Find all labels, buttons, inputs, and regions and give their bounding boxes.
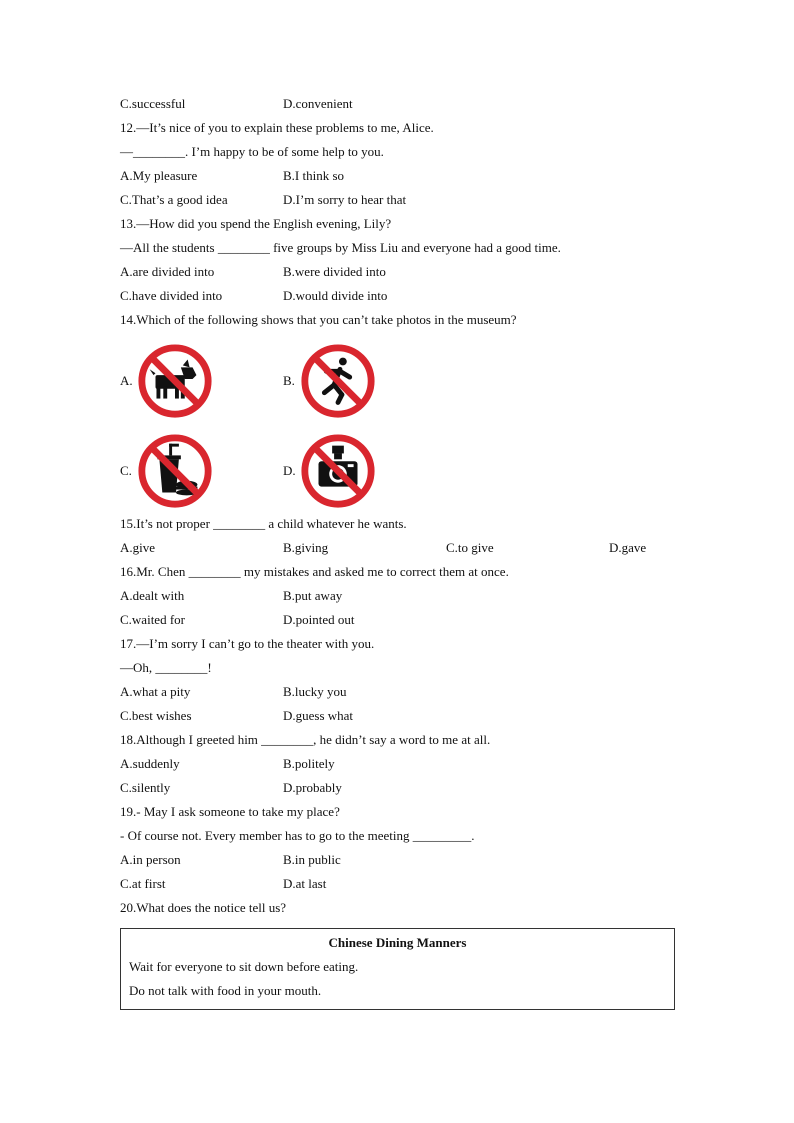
q12-option-b: B.I think so: [283, 168, 345, 183]
dining-notice-box: [120, 928, 675, 1010]
q18-options-cd: [120, 780, 680, 804]
q12-option-c: C.That’s a good idea: [120, 192, 228, 207]
q14-option-c: [120, 432, 283, 510]
q17-options-cd: [120, 708, 680, 732]
q11-options: [120, 96, 680, 120]
q17-option-a: A.what a pity: [120, 684, 191, 699]
q14-option-a-label: A.: [120, 373, 133, 388]
q15-option-b: B.giving: [283, 540, 329, 555]
q12-stem: 12.—It’s nice of you to explain these problems to me, Alice.: [120, 120, 434, 135]
q13-options-cd: [120, 288, 680, 312]
notice-line-1: Wait for everyone to sit down before eating.: [129, 959, 359, 974]
no-running-icon: [299, 342, 377, 420]
q16-option-b: B.put away: [283, 588, 343, 603]
q18-option-c: C.silently: [120, 780, 171, 795]
q17-reply: —Oh, ________!: [120, 660, 212, 675]
q13-stem: 13.—How did you spend the English evening, Lily?: [120, 216, 392, 231]
q19-option-a: A.in person: [120, 852, 181, 867]
q13-options-ab: [120, 264, 680, 288]
q14-option-d: [283, 432, 446, 510]
q17-options-ab: [120, 684, 680, 708]
exam-page: [120, 96, 680, 1010]
q14-signs-ab: [120, 336, 680, 426]
q14-stem: 14.Which of the following shows that you can’t take photos in the museum?: [120, 312, 517, 327]
q13-option-c: C.have divided into: [120, 288, 223, 303]
q15-option-d: D.gave: [609, 540, 647, 555]
q17-option-b: B.lucky you: [283, 684, 347, 699]
q17-option-c: C.best wishes: [120, 708, 192, 723]
q14-option-b-label: B.: [283, 373, 295, 388]
q13-option-d: D.would divide into: [283, 288, 388, 303]
q16-options-cd: [120, 612, 680, 636]
no-food-drink-icon: [136, 432, 214, 510]
q16-stem: 16.Mr. Chen ________ my mistakes and asked me to correct them at once.: [120, 564, 509, 579]
q12-reply: —________. I’m happy to be of some help to you.: [120, 144, 384, 159]
q14-option-b: [283, 342, 446, 420]
q15-options: [120, 540, 680, 564]
q19-reply: - Of course not. Every member has to go to the meeting _________.: [120, 828, 475, 843]
q16-option-a: A.dealt with: [120, 588, 185, 603]
notice-line-2: Do not talk with food in your mouth.: [129, 983, 322, 998]
q19-option-d: D.at last: [283, 876, 327, 891]
q19-stem: 19.- May I ask someone to take my place?: [120, 804, 340, 819]
q19-options-cd: [120, 876, 680, 900]
q15-stem: 15.It’s not proper ________ a child whatever he wants.: [120, 516, 407, 531]
q15-option-c: C.to give: [446, 540, 494, 555]
q18-option-a: A.suddenly: [120, 756, 180, 771]
q16-options-ab: [120, 588, 680, 612]
q18-stem: 18.Although I greeted him ________, he didn’t say a word to me at all.: [120, 732, 491, 747]
no-camera-icon: [299, 432, 377, 510]
q15-option-a: A.give: [120, 540, 156, 555]
q11-option-c: C.successful: [120, 96, 186, 111]
q12-options-cd: [120, 192, 680, 216]
q13-reply: —All the students ________ five groups by Miss Liu and everyone had a good time.: [120, 240, 561, 255]
q13-option-a: A.are divided into: [120, 264, 215, 279]
no-dogs-icon: [136, 342, 214, 420]
q18-option-d: D.probably: [283, 780, 342, 795]
q19-option-c: C.at first: [120, 876, 166, 891]
q11-option-d: D.convenient: [283, 96, 353, 111]
q19-options-ab: [120, 852, 680, 876]
q13-option-b: B.were divided into: [283, 264, 386, 279]
q17-option-d: D.guess what: [283, 708, 354, 723]
q18-option-b: B.politely: [283, 756, 335, 771]
q12-options-ab: [120, 168, 680, 192]
q14-option-a: [120, 342, 283, 420]
q19-option-b: B.in public: [283, 852, 341, 867]
q12-option-d: D.I’m sorry to hear that: [283, 192, 407, 207]
q14-signs-cd: [120, 426, 680, 516]
notice-title: Chinese Dining Manners: [328, 935, 467, 950]
q16-option-d: D.pointed out: [283, 612, 355, 627]
q18-options-ab: [120, 756, 680, 780]
q14-option-c-label: C.: [120, 463, 132, 478]
q17-stem: 17.—I’m sorry I can’t go to the theater with you.: [120, 636, 375, 651]
q20-stem: 20.What does the notice tell us?: [120, 900, 287, 915]
q16-option-c: C.waited for: [120, 612, 185, 627]
q12-option-a: A.My pleasure: [120, 168, 198, 183]
q14-option-d-label: D.: [283, 463, 296, 478]
